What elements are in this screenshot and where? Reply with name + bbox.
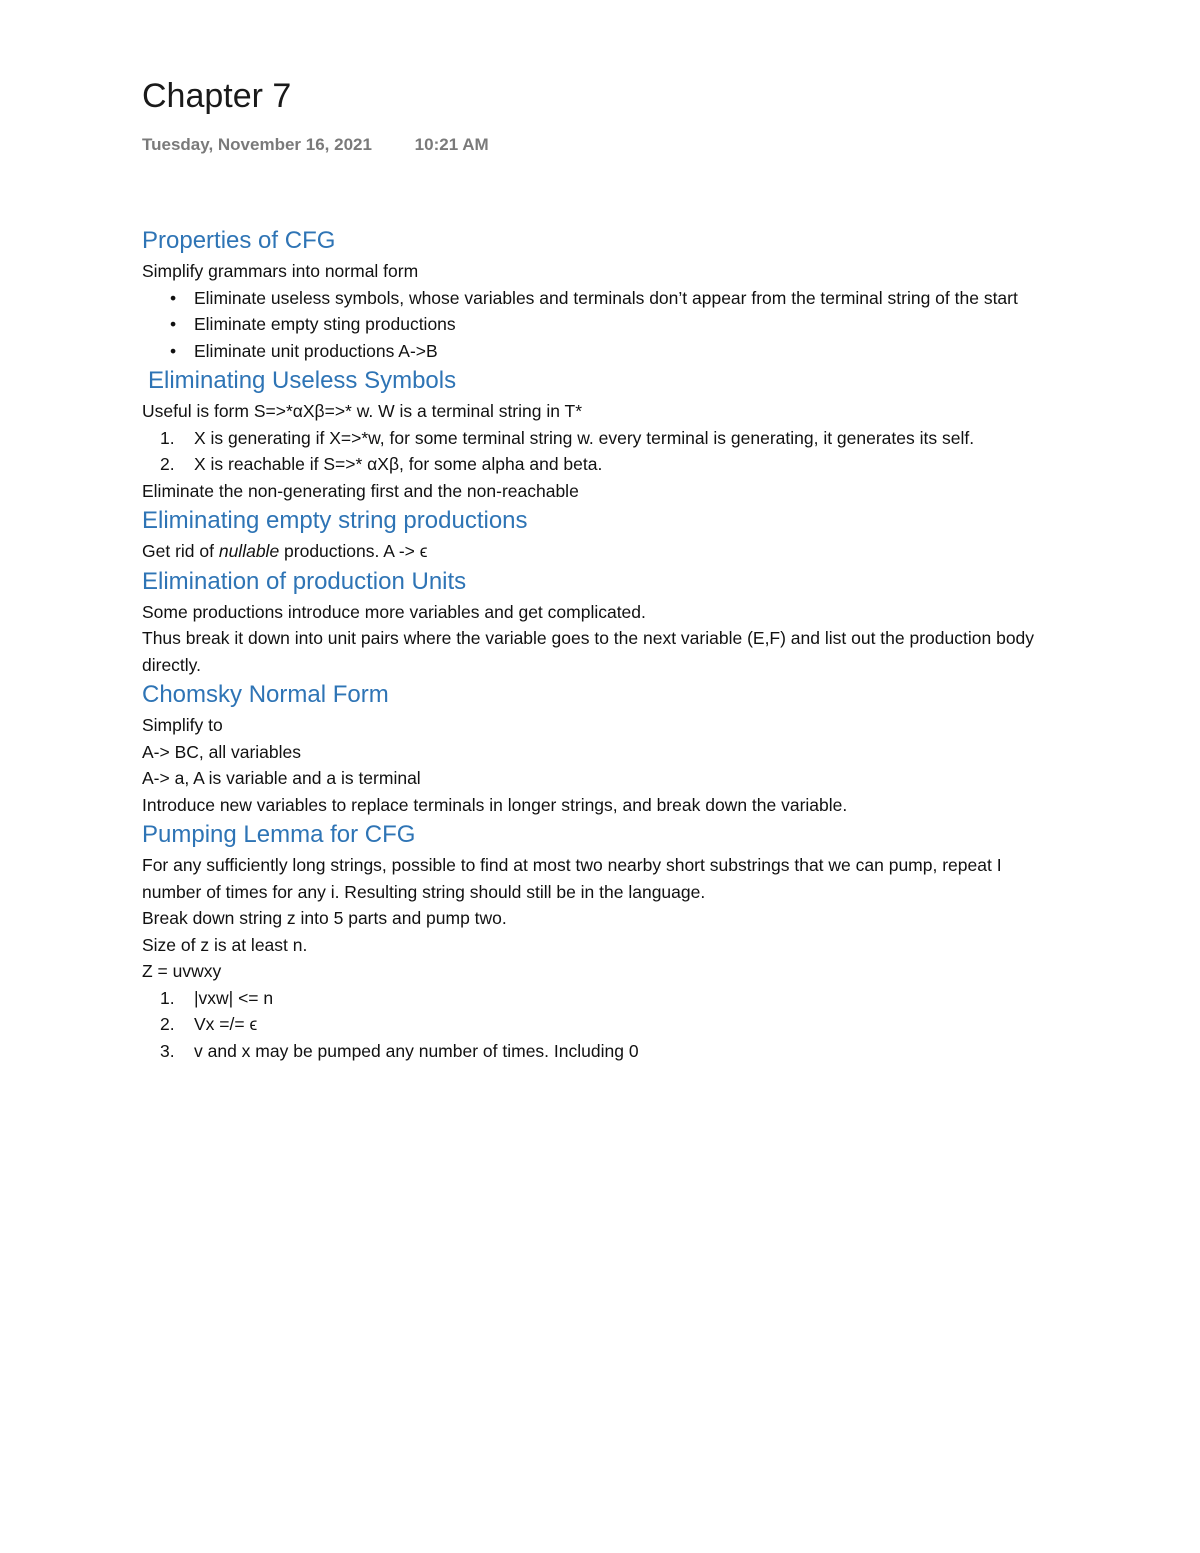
heading-empty-productions: Eliminating empty string productions — [142, 507, 528, 534]
chomsky-line: A-> a, A is variable and a is terminal — [142, 768, 421, 788]
list-item: 2. X is reachable if S=>* αXβ, for some alpha and beta. — [160, 454, 603, 474]
chomsky-line: Simplify to — [142, 715, 223, 735]
chomsky-line: A-> BC, all variables — [142, 741, 302, 762]
heading-pumping-lemma: Pumping Lemma for CFG — [142, 821, 416, 848]
list-item: 3. v and x may be pumped any number of times. Including 0 — [160, 1040, 639, 1061]
useless-list — [142, 425, 1062, 478]
units-line: Thus break it down into unit pairs where the variable goes to the next variable (E,F) and list out the production body directly. — [142, 628, 1035, 675]
pumping-list — [142, 985, 1062, 1065]
empty-text: Get rid of nullable productions. A -> ϵ — [142, 541, 428, 561]
heading-chomsky: Chomsky Normal Form — [142, 681, 389, 708]
note-time: 10:21 AM — [414, 135, 489, 154]
pumping-line: Size of z is at least n. — [142, 934, 308, 955]
properties-list — [142, 285, 1062, 365]
pumping-line: Break down string z into 5 parts and pump two. — [142, 908, 507, 928]
useless-outro: Eliminate the non-generating first and the non-reachable — [142, 480, 579, 501]
pumping-line: For any sufficiently long strings, possible to find at most two nearby short substrings that we can pump, repeat I number of times for any i. Resulting string should still be in the language. — [142, 855, 1002, 902]
list-item: 1. X is generating if X=>*w, for some terminal string w. every terminal is generating, it generates its self. — [160, 427, 975, 448]
bullet-icon: • — [170, 287, 177, 308]
list-item: 2. Vx =/= ϵ — [160, 1014, 258, 1034]
heading-production-units: Elimination of production Units — [142, 567, 467, 595]
note-date: Tuesday, November 16, 2021 — [142, 135, 372, 154]
heading-properties: Properties of CFG — [142, 227, 336, 254]
list-item: • Eliminate unit productions A->B — [142, 338, 1062, 365]
page-title: Chapter 7 — [142, 77, 292, 115]
bullet-icon: • — [170, 314, 177, 334]
heading-useless-symbols: Eliminating Useless Symbols — [148, 367, 457, 394]
bullet-icon: • — [170, 340, 177, 361]
units-line: Some productions introduce more variables and get complicated. — [142, 601, 646, 622]
list-item: • Eliminate empty sting productions — [142, 311, 1062, 338]
note-page — [142, 70, 1062, 1064]
useless-intro: Useful is form S=>*αXβ=>* w. W is a terminal string in T* — [142, 401, 583, 421]
list-item: • Eliminate useless symbols, whose variables and terminals don’t appear from the terminal string of the start — [142, 285, 1062, 312]
list-item: 1. |vxw| <= n — [160, 987, 274, 1008]
properties-intro: Simplify grammars into normal form — [142, 261, 419, 281]
note-timestamp — [142, 134, 1062, 156]
chomsky-line: Introduce new variables to replace terminals in longer strings, and break down the variable. — [142, 794, 848, 815]
pumping-line: Z = uvwxy — [142, 961, 222, 981]
